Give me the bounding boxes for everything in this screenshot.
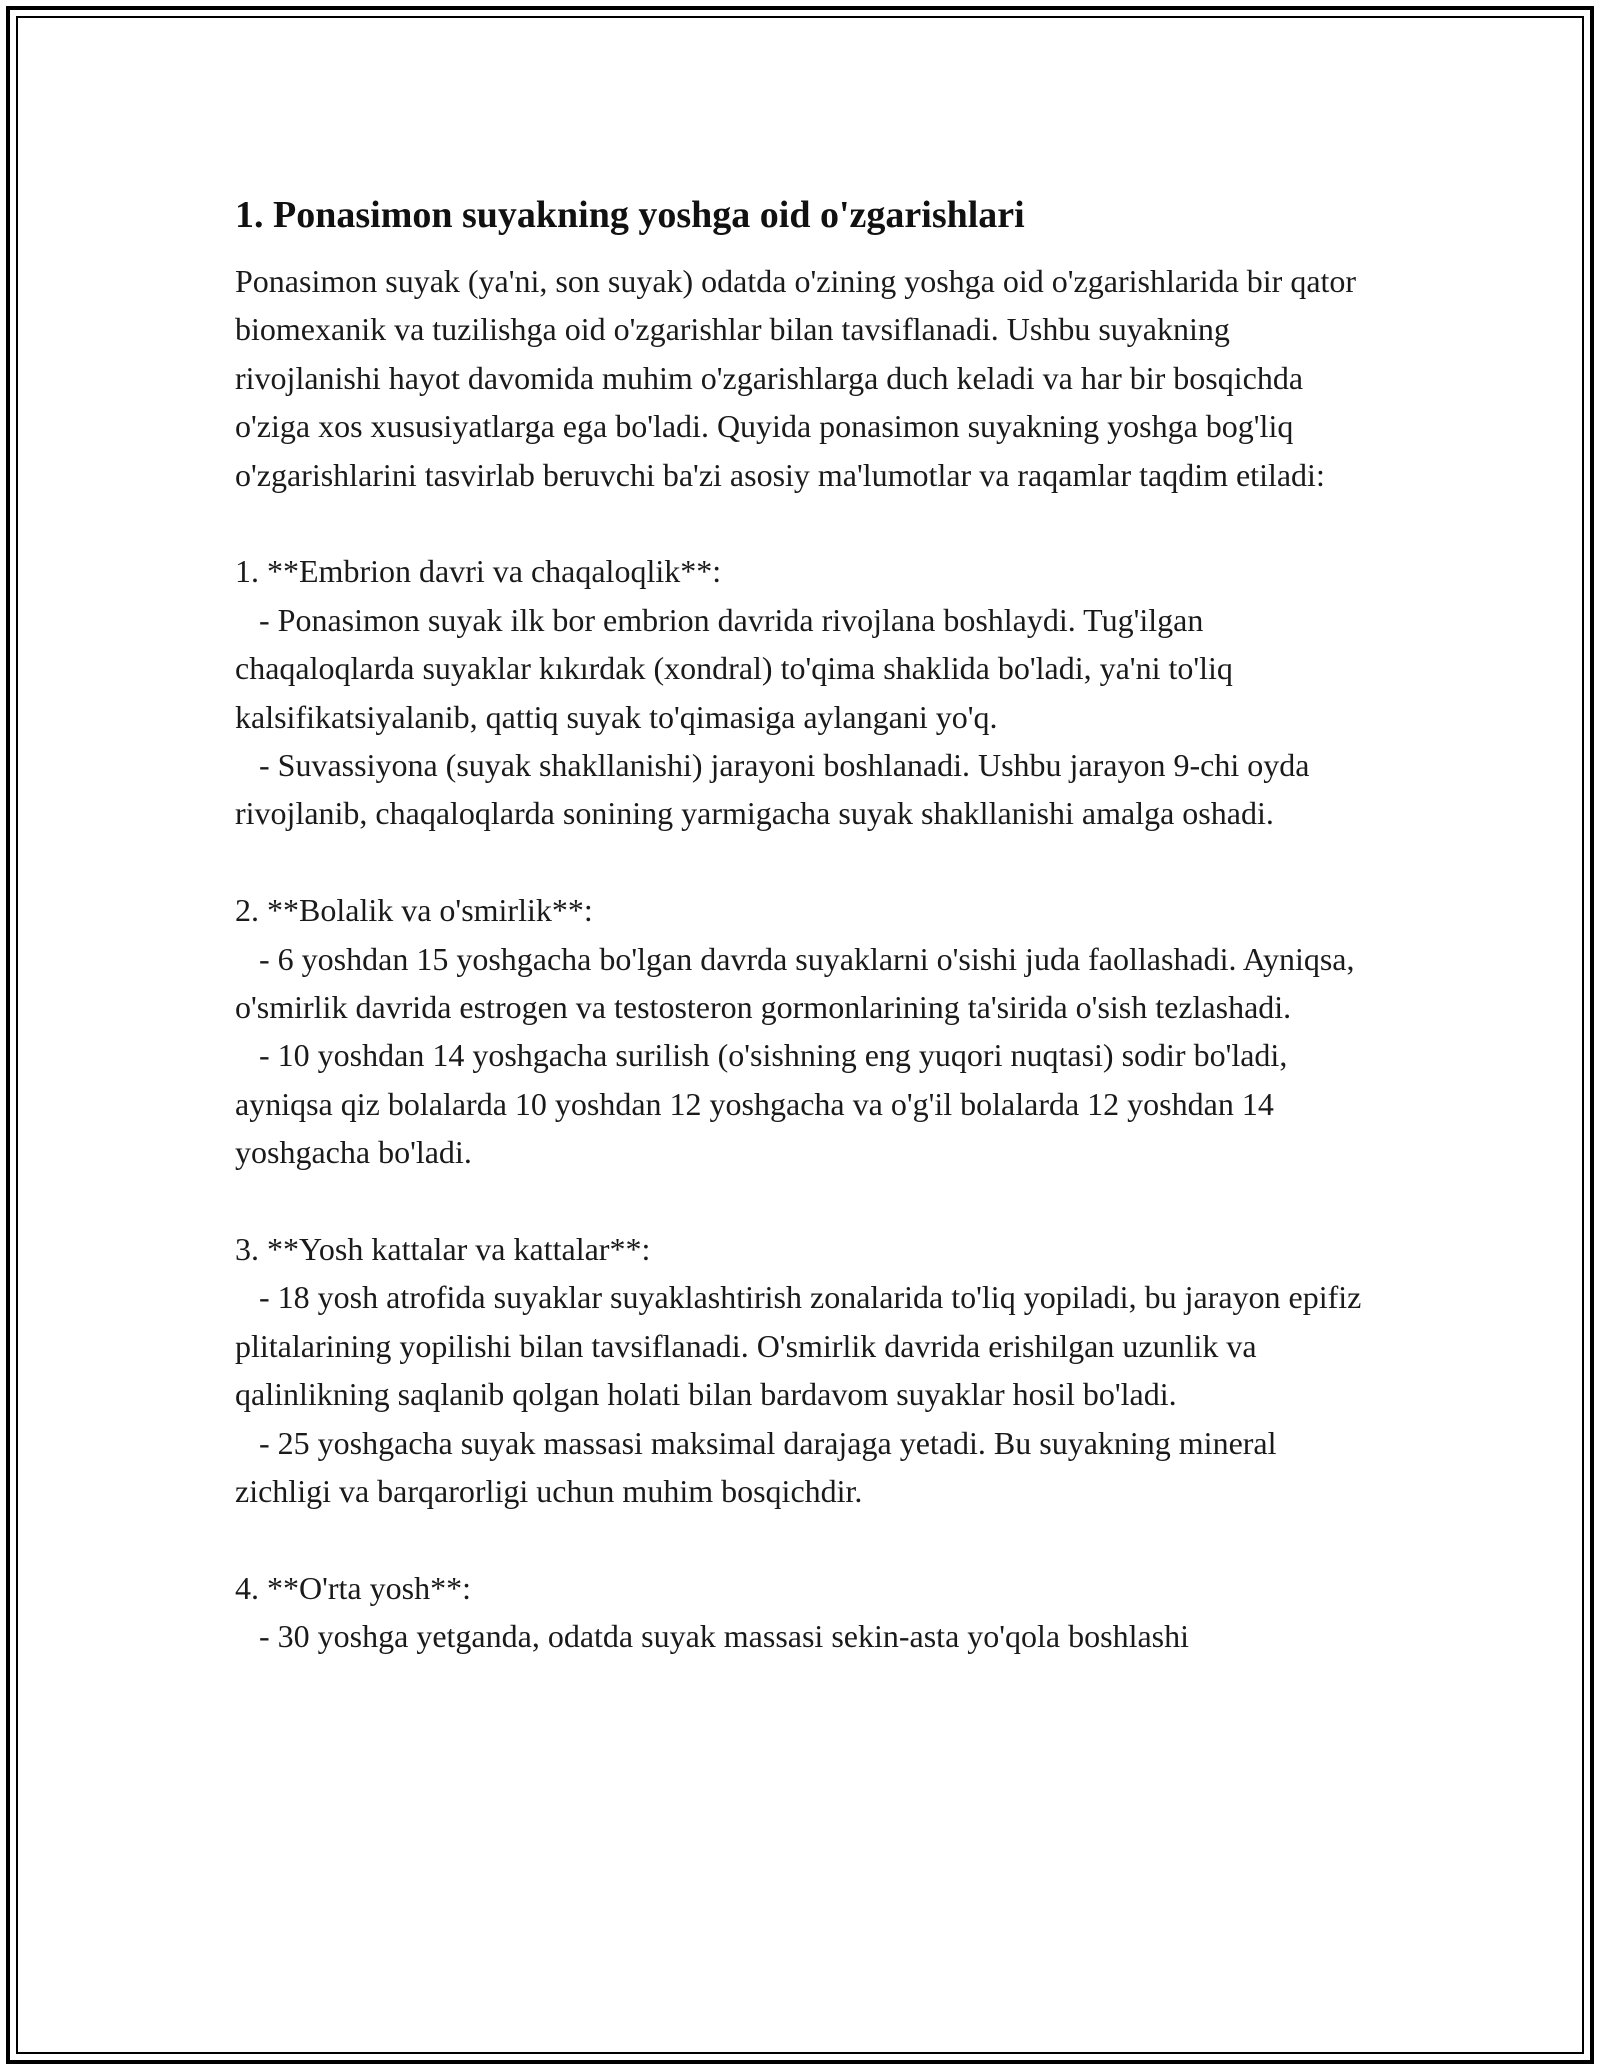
section-title: 3. **Yosh kattalar va kattalar**: [235,1231,651,1268]
section-young-adults [235,1225,1375,1515]
bullet-item: - 6 yoshdan 15 yoshgacha bo'lgan davrda suyaklarni o'sishi juda faollashadi. Ayniqsa, o'smirlik davrida estrogen va testosteron gormonlarining ta'sirida o'sish tezlashadi. [235,940,1363,1026]
bullet-item: - 30 yoshga yetganda, odatda suyak massasi sekin-asta yo'qola boshlashi [235,1618,1190,1655]
section-title: 1. **Embrion davri va chaqaloqlik**: [235,553,722,590]
section-heading: 1. Ponasimon suyakning yoshga oid o'zgarishlari [235,194,1025,236]
bullet-item: - Ponasimon suyak ilk bor embrion davrida rivojlana boshlaydi. Tug'ilgan chaqaloqlarda suyaklar kıkırdak (xondral) to'qima shaklida bo'ladi, ya'ni to'liq kalsifikatsiyalanib, qattiq suyak to'qimasiga aylangani yo'q. [235,601,1241,735]
bullet-item: - 10 yoshdan 14 yoshgacha surilish (o'sishning eng yuqori nuqtasi) sodir bo'ladi, ayniqsa qiz bolalarda 10 yoshdan 12 yoshgacha va o'g'il bolalarda 12 yoshdan 14 yoshgacha bo'ladi. [235,1037,1296,1171]
bullet-item: - 25 yoshgacha suyak massasi maksimal darajaga yetadi. Bu suyakning mineral zichligi va barqarorligi uchun muhim bosqichdir. [235,1424,1285,1510]
document-body [235,187,1375,1661]
section-embryo [235,547,1375,837]
section-childhood [235,886,1375,1176]
section-title: 4. **O'rta yosh**: [235,1569,471,1606]
bullet-item: - 18 yosh atrofida suyaklar suyaklashtirish zonalarida to'liq yopiladi, bu jarayon epifiz plitalarining yopilishi bilan tavsiflanadi. O'smirlik davrida erishilgan uzunlik va qalinlikning saqlanib qolgan holati bilan bardavom suyaklar hosil bo'ladi. [235,1279,1370,1413]
section-title: 2. **Bolalik va o'smirlik**: [235,892,593,929]
bullet-item: - Suvassiyona (suyak shakllanishi) jarayoni boshlanadi. Ushbu jarayon 9-chi oyda rivojlanib, chaqaloqlarda sonining yarmigacha suyak shakllanishi amalga oshadi. [235,747,1318,832]
intro-paragraph: Ponasimon suyak (ya'ni, son suyak) odatda o'zining yoshga oid o'zgarishlarida bir qator biomexanik va tuzilishga oid o'zgarishlar bilan tavsiflanadi. Ushbu suyakning rivojlanishi hayot davomida muhim o'zgarishlarga duch keladi va har bir bosqichda o'ziga xos xususiyatlarga ega bo'ladi. Quyida ponasimon suyakning yoshga bog'liq o'zgarishlarini tasvirlab beruvchi ba'zi asosiy ma'lumotlar va raqamlar taqdim etiladi: [235,263,1365,493]
section-middle-age [235,1564,1375,1661]
